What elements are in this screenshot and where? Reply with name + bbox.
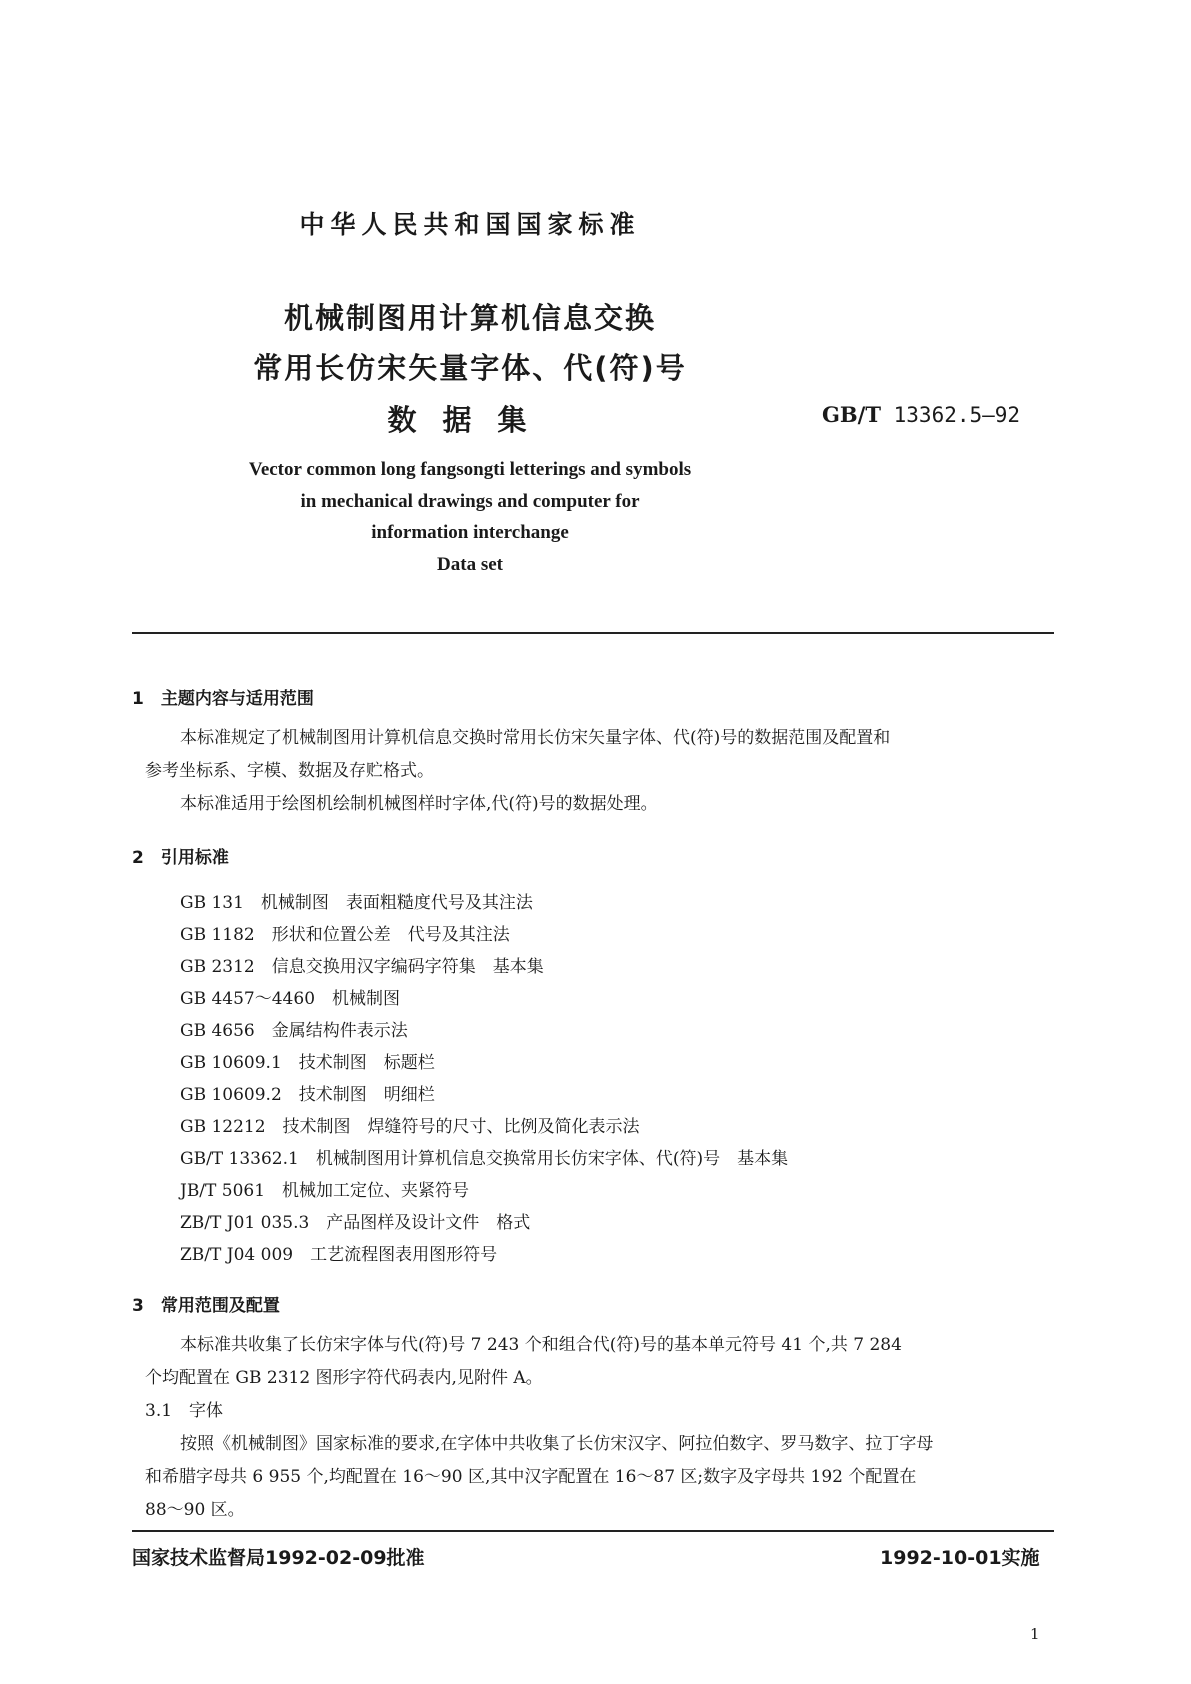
reference-item: GB/T 13362.1 机械制图用计算机信息交换常用长仿宋字体、代(符)号 基本集	[180, 1149, 789, 1169]
header-divider	[132, 632, 1054, 634]
footer-divider	[132, 1530, 1054, 1532]
section-3-paragraph-2-line-3: 88～90 区。	[145, 1500, 245, 1520]
section-1-paragraph-1-line-1: 本标准规定了机械制图用计算机信息交换时常用长仿宋矢量字体、代(符)号的数据范围及配置和	[180, 728, 891, 748]
chinese-title-line-2: 常用长仿宋矢量字体、代(符)号	[253, 351, 687, 385]
reference-item: JB/T 5061 机械加工定位、夹紧符号	[180, 1181, 470, 1201]
section-3-1-heading: 3.1 字体	[145, 1401, 224, 1421]
section-3-paragraph-1-line-2: 个均配置在 GB 2312 图形字符代码表内,见附件 A。	[145, 1368, 543, 1388]
reference-item: GB 131 机械制图 表面粗糙度代号及其注法	[180, 893, 533, 913]
section-1-paragraph-2: 本标准适用于绘图机绘制机械图样时字体,代(符)号的数据处理。	[180, 794, 658, 814]
reference-item: GB 10609.2 技术制图 明细栏	[180, 1085, 435, 1105]
reference-item: ZB/T J01 035.3 产品图样及设计文件 格式	[180, 1213, 531, 1233]
reference-item: ZB/T J04 009 工艺流程图表用图形符号	[180, 1245, 498, 1265]
section-1-heading: 1 主题内容与适用范围	[132, 689, 314, 709]
english-title-line-4: Data set	[437, 554, 503, 575]
section-3-paragraph-2-line-1: 按照《机械制图》国家标准的要求,在字体中共收集了长仿宋汉字、阿拉伯数字、罗马数字、拉丁字母	[180, 1434, 934, 1454]
reference-item: GB 10609.1 技术制图 标题栏	[180, 1053, 435, 1073]
reference-item: GB 12212 技术制图 焊缝符号的尺寸、比例及简化表示法	[180, 1117, 640, 1137]
english-title-line-3: information interchange	[371, 522, 569, 543]
section-3-paragraph-1-line-1: 本标准共收集了长仿宋字体与代(符)号 7 243 个和组合代(符)号的基本单元符号 41 个,共 7 284	[180, 1335, 902, 1355]
standard-number-value: 13362.5—92	[893, 403, 1021, 427]
english-title-line-2: in mechanical drawings and computer for	[300, 491, 640, 512]
standard-number-prefix: GB/T	[822, 402, 881, 427]
chinese-title-line-1: 机械制图用计算机信息交换	[283, 301, 656, 335]
page-number: 1	[1030, 1625, 1040, 1643]
national-standard-title: 中华人民共和国国家标准	[299, 210, 641, 239]
reference-item: GB 4656 金属结构件表示法	[180, 1021, 408, 1041]
reference-item: GB 2312 信息交换用汉字编码字符集 基本集	[180, 957, 544, 977]
section-2-heading: 2 引用标准	[132, 848, 229, 868]
reference-item: GB 1182 形状和位置公差 代号及其注法	[180, 925, 510, 945]
section-1-paragraph-1-line-2: 参考坐标系、字模、数据及存贮格式。	[145, 761, 434, 781]
section-3-heading: 3 常用范围及配置	[132, 1296, 280, 1316]
standard-number	[822, 402, 1020, 427]
chinese-title-line-3: 数据集	[387, 403, 553, 437]
approval-date: 国家技术监督局1992-02-09批准	[132, 1547, 425, 1569]
section-3-paragraph-2-line-2: 和希腊字母共 6 955 个,均配置在 16～90 区,其中汉字配置在 16～87 区;数字及字母共 192 个配置在	[145, 1467, 917, 1487]
effective-date: 1992-10-01实施	[880, 1547, 1040, 1569]
reference-item: GB 4457～4460 机械制图	[180, 989, 401, 1009]
english-title-line-1: Vector common long fangsongti letterings and symbols	[248, 459, 692, 480]
